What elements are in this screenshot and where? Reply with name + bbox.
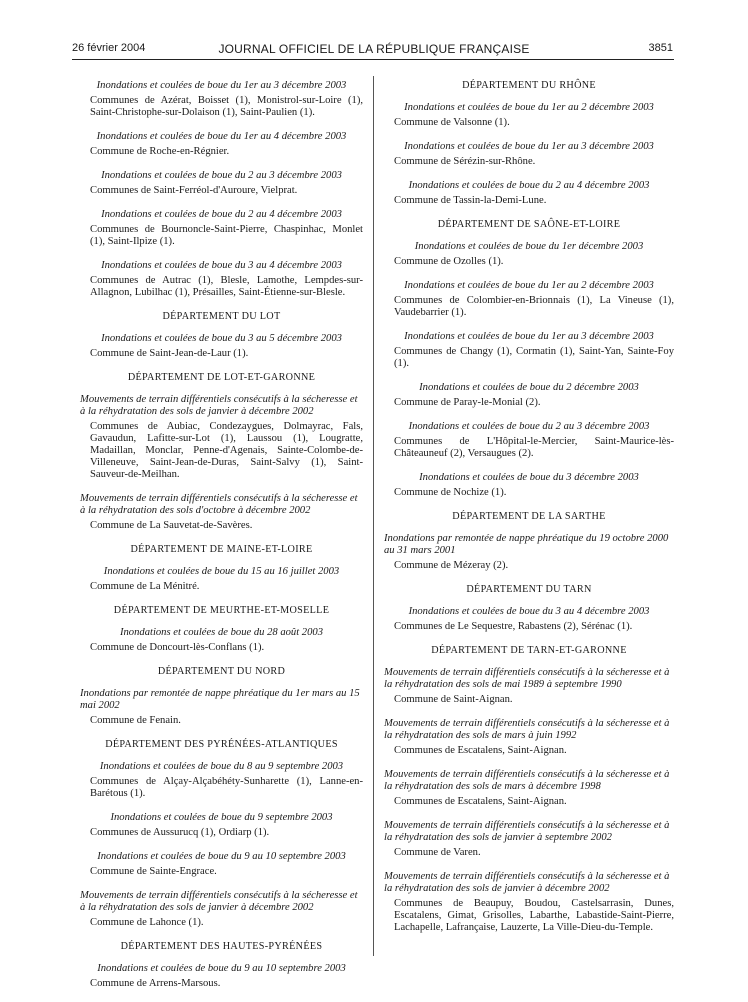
communes-list: Communes de Escatalens, Saint-Aignan. <box>394 745 567 756</box>
department-heading: DÉPARTEMENT DE MAINE-ET-LOIRE <box>130 544 313 555</box>
event-heading: Inondations et coulées de boue du 1er décembre 2003 <box>414 241 644 252</box>
communes-list: Communes de Autrac (1), Blesle, Lamothe, Lempdes-sur-Allagnon, Lubilhac (1), Présailles, Saint-Étienne-sur-Blesle. <box>90 275 363 298</box>
communes-list: Communes de Beaupuy, Boudou, Castelsarrasin, Dunes, Escatalens, Gimat, Grisolles, Labarthe, Labastide-Saint-Pierre, Lachapelle, Lafrançaise, Lauzerte, La Ville-Dieu-du-Temple. <box>394 898 674 933</box>
communes-list: Commune de Sainte-Engrace. <box>90 866 217 877</box>
communes-list: Communes de Alçay-Alçabéhéty-Sunharette (1), Lanne-en-Barétous (1). <box>90 776 363 799</box>
communes-list: Commune de Valsonne (1). <box>394 117 510 128</box>
communes-list: Commune de Arrens-Marsous. <box>90 978 221 989</box>
event-heading: Mouvements de terrain différentiels consécutifs à la sécheresse et à la réhydratation des sols de mai 1989 à septembre 1990 <box>384 667 670 690</box>
event-heading: Inondations par remontée de nappe phréatique du 1er mars au 15 mai 2002 <box>80 688 360 711</box>
communes-list: Commune de Tassin-la-Demi-Lune. <box>394 195 547 206</box>
department-heading: DÉPARTEMENT DE TARN-ET-GARONNE <box>431 645 627 656</box>
event-heading: Inondations et coulées de boue du 1er au 4 décembre 2003 <box>96 131 347 142</box>
communes-list: Commune de Ozolles (1). <box>394 256 504 267</box>
left-column <box>80 80 363 1002</box>
event-heading: Inondations et coulées de boue du 9 au 10 septembre 2003 <box>97 851 346 862</box>
event-heading: Inondations et coulées de boue du 3 au 4 décembre 2003 <box>101 260 342 271</box>
event-heading: Mouvements de terrain différentiels consécutifs à la sécheresse et à la réhydratation des sols de mars à juin 1992 <box>384 718 670 741</box>
event-heading: Inondations et coulées de boue du 1er au 2 décembre 2003 <box>404 102 654 113</box>
event-heading: Inondations et coulées de boue du 9 septembre 2003 <box>110 812 333 823</box>
communes-list: Communes de Saint-Ferréol-d'Auroure, Vielprat. <box>90 185 298 196</box>
communes-list: Communes de Azérat, Boisset (1), Monistrol-sur-Loire (1), Saint-Christophe-sur-Dolaison (1), Saint-Paulien (1). <box>90 95 363 118</box>
communes-list: Commune de Nochize (1). <box>394 487 507 498</box>
communes-list: Commune de Doncourt-lès-Conflans (1). <box>90 642 265 653</box>
event-heading: Inondations et coulées de boue du 2 au 4 décembre 2003 <box>408 180 650 191</box>
event-heading: Inondations et coulées de boue du 3 au 5 décembre 2003 <box>101 333 342 344</box>
department-heading: DÉPARTEMENT DES HAUTES-PYRÉNÉES <box>120 941 323 952</box>
communes-list: Communes de L'Hôpital-le-Mercier, Saint-Maurice-lès-Châteauneuf (2), Versaugues (2). <box>394 436 674 459</box>
journal-title: JOURNAL OFFICIEL DE LA RÉPUBLIQUE FRANÇAISE <box>218 42 530 56</box>
event-heading: Mouvements de terrain différentiels consécutifs à la sécheresse et à la réhydratation des sols de mars à décembre 1998 <box>384 769 670 792</box>
event-heading: Inondations et coulées de boue du 1er au 3 décembre 2003 <box>404 331 654 342</box>
page-header <box>0 0 748 60</box>
event-heading: Inondations et coulées de boue du 2 au 3 décembre 2003 <box>101 170 342 181</box>
communes-list: Communes de Changy (1), Cormatin (1), Saint-Yan, Sainte-Foy (1). <box>394 346 674 369</box>
department-heading: DÉPARTEMENT DU NORD <box>157 666 286 677</box>
event-heading: Inondations et coulées de boue du 1er au 3 décembre 2003 <box>96 80 347 91</box>
communes-list: Commune de Varen. <box>394 847 481 858</box>
communes-list: Commune de La Ménitré. <box>90 581 200 592</box>
issue-date: 26 février 2004 <box>72 42 146 54</box>
communes-list: Commune de Sérézin-sur-Rhône. <box>394 156 536 167</box>
event-heading: Inondations et coulées de boue du 1er au 3 décembre 2003 <box>404 141 654 152</box>
page-number: 3851 <box>648 42 673 54</box>
event-heading: Mouvements de terrain différentiels consécutifs à la sécheresse et à la réhydratation des sols d'octobre à décembre 2002 <box>80 493 358 516</box>
communes-list: Commune de Saint-Jean-de-Laur (1). <box>90 348 249 359</box>
event-heading: Inondations et coulées de boue du 8 au 9 septembre 2003 <box>99 761 344 772</box>
communes-list: Commune de Saint-Aignan. <box>394 694 513 705</box>
communes-list: Communes de Colombier-en-Brionnais (1), La Vineuse (1), Vaudebarrier (1). <box>394 295 674 318</box>
event-heading: Mouvements de terrain différentiels consécutifs à la sécheresse et à la réhydratation des sols de janvier à décembre 2002 <box>80 394 358 417</box>
department-heading: DÉPARTEMENT DU RHÔNE <box>462 80 596 91</box>
department-heading: DÉPARTEMENT DU LOT <box>162 311 281 322</box>
department-heading: DÉPARTEMENT DE SAÔNE-ET-LOIRE <box>437 219 621 230</box>
communes-list: Commune de La Sauvetat-de-Savères. <box>90 520 253 531</box>
event-heading: Inondations et coulées de boue du 2 au 3 décembre 2003 <box>408 421 650 432</box>
right-column <box>384 80 674 946</box>
event-heading: Inondations et coulées de boue du 9 au 10 septembre 2003 <box>97 963 346 974</box>
communes-list: Commune de Roche-en-Régnier. <box>90 146 230 157</box>
header-rule <box>72 59 674 60</box>
department-heading: DÉPARTEMENT DU TARN <box>466 584 592 595</box>
communes-list: Communes de Aubiac, Condezaygues, Dolmayrac, Fals, Gavaudun, Lafitte-sur-Lot (1), Laussou (1), Lougratte, Madaillan, Monclar, Penne-d'Agenais, Sainte-Colombe-de-Villeneuve, Saint-Jean-de-Duras, Saint-Salvy (1), Saint-Sauveur-de-Meilhan. <box>90 421 363 480</box>
communes-list: Communes de Aussurucq (1), Ordiarp (1). <box>90 827 270 838</box>
event-heading: Inondations et coulées de boue du 3 décembre 2003 <box>419 472 639 483</box>
communes-list: Commune de Fenain. <box>90 715 181 726</box>
event-heading: Inondations et coulées de boue du 2 décembre 2003 <box>419 382 639 393</box>
department-heading: DÉPARTEMENT DE MEURTHE-ET-MOSELLE <box>113 605 330 616</box>
event-heading: Mouvements de terrain différentiels consécutifs à la sécheresse et à la réhydratation des sols de janvier à décembre 2002 <box>384 871 670 894</box>
event-heading: Inondations et coulées de boue du 28 août 2003 <box>119 627 323 638</box>
communes-list: Commune de Mézeray (2). <box>394 560 509 571</box>
column-divider <box>373 76 374 956</box>
event-heading: Inondations et coulées de boue du 1er au 2 décembre 2003 <box>404 280 654 291</box>
communes-list: Commune de Lahonce (1). <box>90 917 204 928</box>
communes-list: Commune de Paray-le-Monial (2). <box>394 397 541 408</box>
event-heading: Mouvements de terrain différentiels consécutifs à la sécheresse et à la réhydratation des sols de janvier à septembre 2002 <box>384 820 670 843</box>
communes-list: Communes de Escatalens, Saint-Aignan. <box>394 796 567 807</box>
communes-list: Communes de Le Sequestre, Rabastens (2), Sérénac (1). <box>394 621 633 632</box>
department-heading: DÉPARTEMENT DES PYRÉNÉES-ATLANTIQUES <box>105 739 338 750</box>
communes-list: Communes de Bournoncle-Saint-Pierre, Chaspinhac, Monlet (1), Saint-Ilpize (1). <box>90 224 363 247</box>
event-heading: Mouvements de terrain différentiels consécutifs à la sécheresse et à la réhydratation des sols de janvier à décembre 2002 <box>80 890 358 913</box>
event-heading: Inondations et coulées de boue du 3 au 4 décembre 2003 <box>408 606 650 617</box>
department-heading: DÉPARTEMENT DE LOT-ET-GARONNE <box>127 372 316 383</box>
department-heading: DÉPARTEMENT DE LA SARTHE <box>452 511 606 522</box>
event-heading: Inondations et coulées de boue du 2 au 4 décembre 2003 <box>101 209 342 220</box>
event-heading: Inondations par remontée de nappe phréatique du 19 octobre 2000 au 31 mars 2001 <box>384 533 669 556</box>
event-heading: Inondations et coulées de boue du 15 au 16 juillet 2003 <box>103 566 340 577</box>
